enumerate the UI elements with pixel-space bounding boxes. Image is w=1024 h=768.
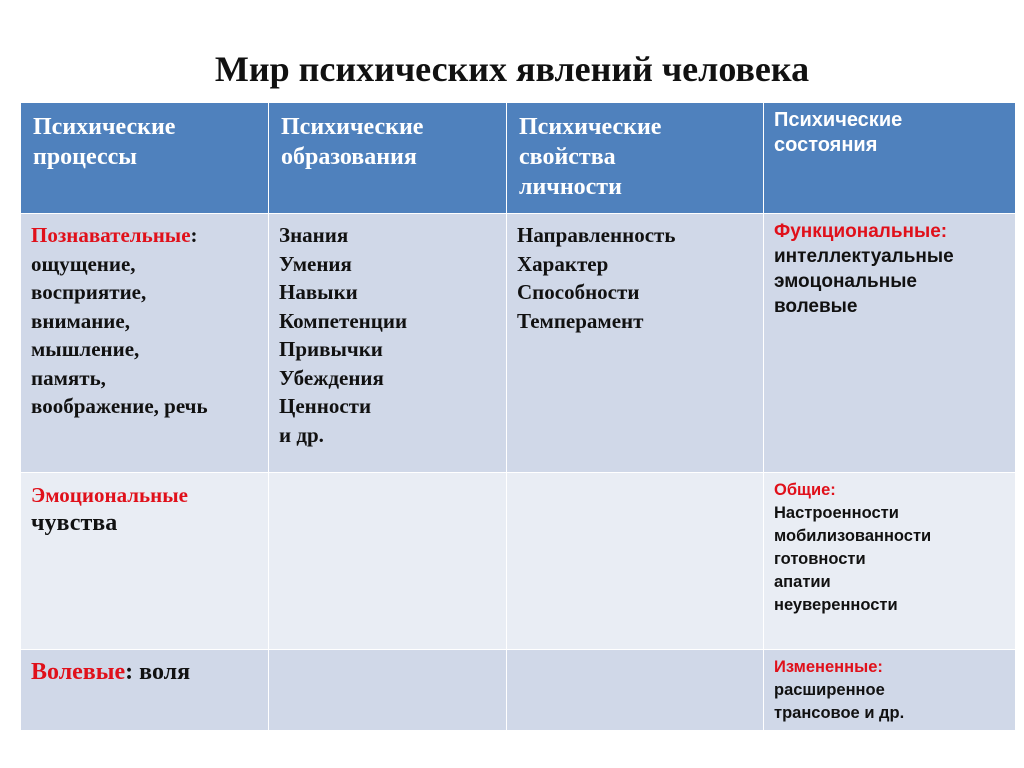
header-line: Психические xyxy=(281,114,424,140)
cell-empty xyxy=(507,650,764,731)
cell-empty xyxy=(269,650,507,731)
list-item: Знания xyxy=(279,223,349,247)
list-item: Темперамент xyxy=(517,308,644,333)
header-properties xyxy=(507,103,764,214)
list-item: восприятие, xyxy=(31,280,147,304)
cell-states-general xyxy=(764,473,1016,650)
cell-processes-emotional xyxy=(21,473,269,650)
cell-formations xyxy=(269,214,507,473)
list-item: и др. xyxy=(279,422,324,447)
header-states xyxy=(764,103,1016,214)
header-line: Психические xyxy=(774,109,903,131)
list-item: готовности xyxy=(774,550,866,568)
category-label: Эмоциональные xyxy=(31,483,188,507)
header-row xyxy=(21,103,1016,214)
list-item: апатии xyxy=(774,573,831,591)
list-item: память, xyxy=(31,365,106,390)
list-item: интеллектуальные xyxy=(774,246,954,267)
category-punct: : xyxy=(190,223,198,247)
list-item: трансовое и др. xyxy=(774,704,905,722)
list-item: неуверенности xyxy=(774,596,898,614)
list-item: мышление, xyxy=(31,337,140,361)
list-item: эмоцональные xyxy=(774,271,918,292)
cell-states-altered xyxy=(764,650,1016,731)
category-rest: : воля xyxy=(125,659,191,685)
phenomena-table xyxy=(20,102,1016,731)
header-line: личности xyxy=(519,174,622,200)
list-item: ощущение, xyxy=(31,251,136,276)
cell-processes-volitional xyxy=(21,650,269,731)
header-line: состояния xyxy=(774,134,878,156)
cell-line xyxy=(31,658,258,686)
category-label: Познавательные xyxy=(31,223,191,247)
category-label: Измененные: xyxy=(774,658,883,676)
list-item: Способности xyxy=(517,280,640,304)
cell-empty xyxy=(269,473,507,650)
cell-states-functional xyxy=(764,214,1016,473)
list-item: воображение, речь xyxy=(31,394,208,418)
list-item: Умения xyxy=(279,251,352,276)
header-formations xyxy=(269,103,507,214)
list-item: Убеждения xyxy=(279,365,384,390)
header-line: Психические xyxy=(33,114,176,140)
header-line: процессы xyxy=(33,144,137,170)
list-item: чувства xyxy=(31,510,118,536)
category-label: Общие: xyxy=(774,481,836,499)
cell-properties xyxy=(507,214,764,473)
list-item: расширенное xyxy=(774,681,885,699)
list-item: Ценности xyxy=(279,394,372,418)
category-label: Функциональные: xyxy=(774,221,948,242)
table-row xyxy=(21,650,1016,731)
table-row xyxy=(21,214,1016,473)
list-item: Навыки xyxy=(279,280,358,304)
list-item: Характер xyxy=(517,251,609,276)
cell-empty xyxy=(507,473,764,650)
list-item: Настроенности xyxy=(774,504,899,522)
header-line: свойства xyxy=(519,144,616,170)
cell-processes-cognitive xyxy=(21,214,269,473)
cell-line xyxy=(31,221,258,250)
list-item: волевые xyxy=(774,296,858,317)
header-line: Психические xyxy=(519,114,662,140)
header-processes xyxy=(21,103,269,214)
list-item: Привычки xyxy=(279,337,383,361)
list-item: внимание, xyxy=(31,308,130,333)
category-label: Волевые xyxy=(31,659,126,685)
list-item: Компетенции xyxy=(279,308,408,333)
header-line: образования xyxy=(281,144,417,170)
table-row xyxy=(21,473,1016,650)
page-title: Мир психических явлений человека xyxy=(214,49,810,89)
list-item: мобилизованности xyxy=(774,527,932,545)
list-item: Направленность xyxy=(517,223,676,247)
